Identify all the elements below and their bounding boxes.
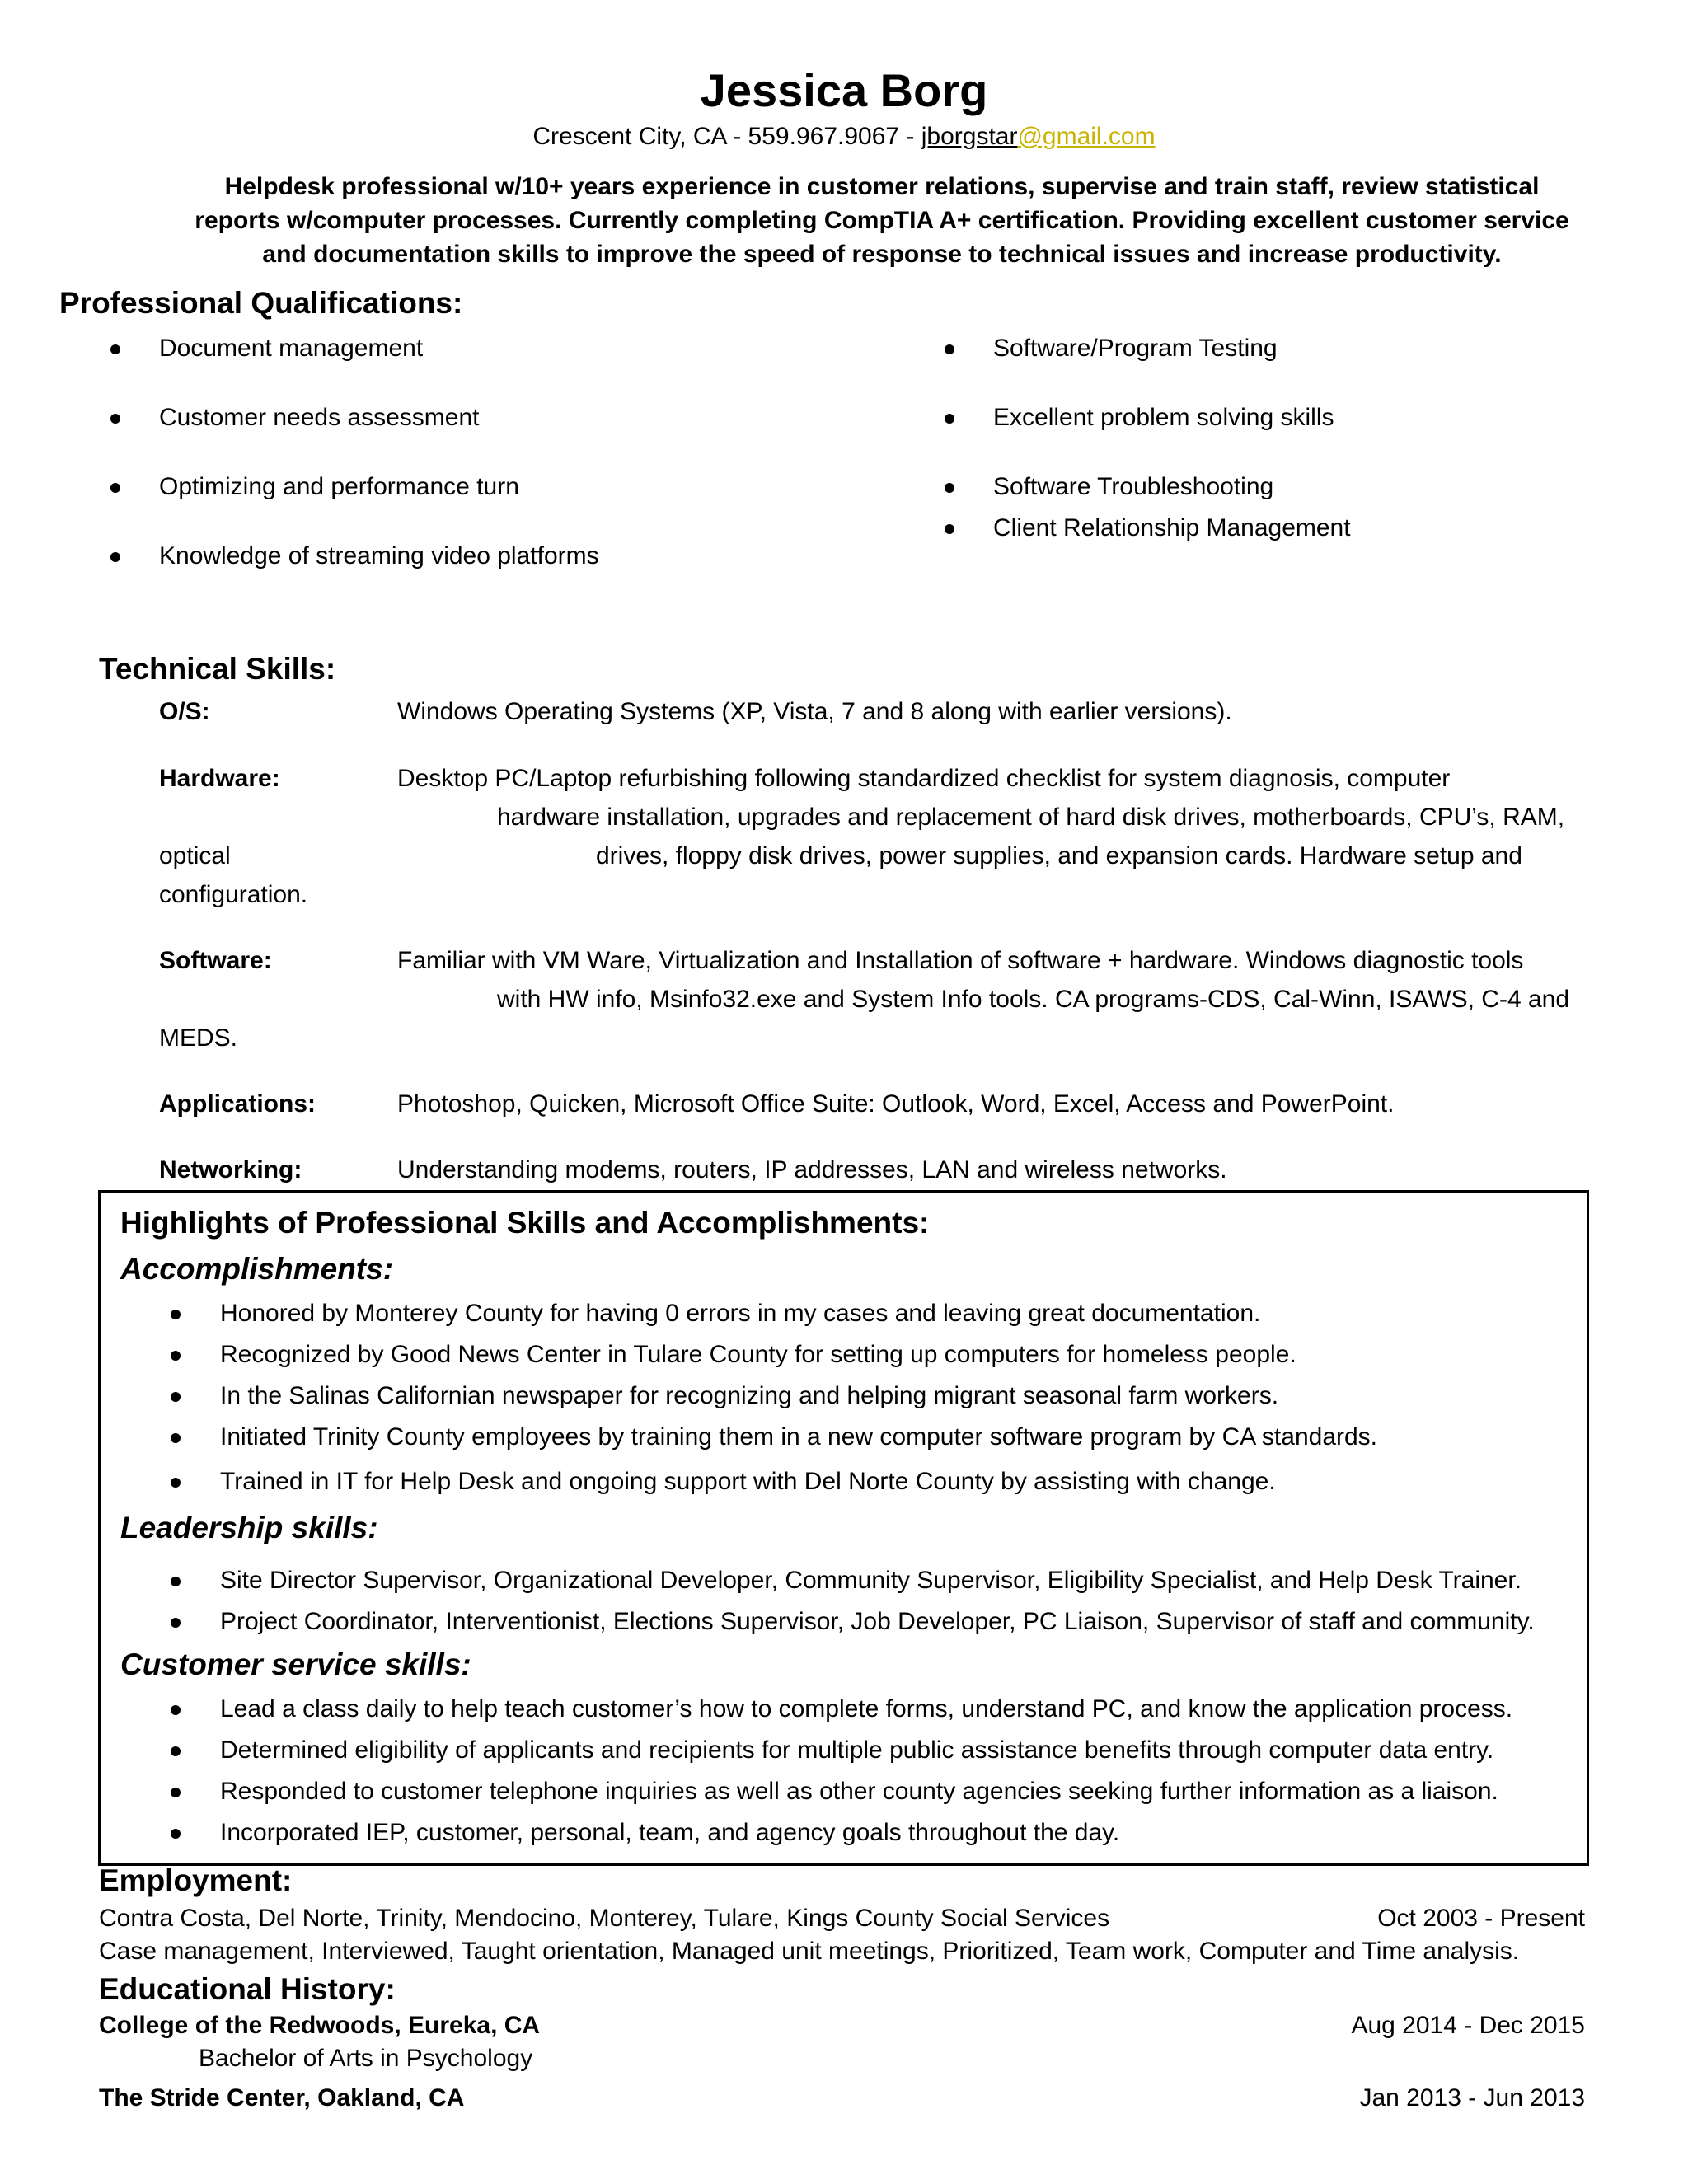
bullet-icon xyxy=(171,1746,181,1756)
bullet-icon xyxy=(171,1577,181,1586)
bullet-icon xyxy=(945,344,954,354)
contact-line xyxy=(0,122,1688,152)
leadership-item: Project Coordinator, Interventionist, Elections Supervisor, Job Developer, PC Liaison, Supervisor of staff and community. xyxy=(220,1608,1535,1635)
employer: Contra Costa, Del Norte, Trinity, Mendocino, Monterey, Tulare, Kings County Social Services xyxy=(99,1905,1110,1932)
degree: Bachelor of Arts in Psychology xyxy=(199,2045,533,2072)
bullet-icon xyxy=(945,524,954,534)
qualification-item: Document management xyxy=(159,335,424,362)
qualification-item: Software Troubleshooting xyxy=(993,473,1274,500)
applications-label: Applications: xyxy=(159,1090,316,1118)
accomplishment-item: Initiated Trinity County employees by training them in a new computer software program by CA standards. xyxy=(220,1423,1378,1451)
applications-value: Photoshop, Quicken, Microsoft Office Suite: Outlook, Word, Excel, Access and PowerPoint. xyxy=(397,1090,1395,1118)
software-value-line: Familiar with VM Ware, Virtualization and Installation of software + hardware. Windows diagnostic tools xyxy=(397,947,1524,974)
bullet-icon xyxy=(171,1392,181,1402)
os-label: O/S: xyxy=(159,698,210,725)
school-name: The Stride Center, Oakland, CA xyxy=(99,2084,465,2111)
highlights-heading: Highlights of Professional Skills and Accomplishments: xyxy=(120,1206,930,1240)
bullet-icon xyxy=(171,1310,181,1319)
bullet-icon xyxy=(171,1618,181,1628)
email-user-link[interactable]: jborgstar xyxy=(921,123,1018,150)
accomplishment-item: In the Salinas Californian newspaper for recognizing and helping migrant seasonal farm workers. xyxy=(220,1382,1279,1409)
bullet-icon xyxy=(110,483,120,493)
qualification-item: Software/Program Testing xyxy=(993,335,1278,362)
networking-value: Understanding modems, routers, IP addresses, LAN and wireless networks. xyxy=(397,1156,1227,1183)
education-heading: Educational History: xyxy=(99,1972,396,2006)
accomplishment-item: Trained in IT for Help Desk and ongoing support with Del Norte County by assisting with change. xyxy=(220,1468,1276,1495)
hardware-label: Hardware: xyxy=(159,765,280,792)
accomplishment-item: Honored by Monterey County for having 0 errors in my cases and leaving great documentation. xyxy=(220,1300,1261,1327)
customer-service-item: Incorporated IEP, customer, personal, team, and agency goals throughout the day. xyxy=(220,1819,1120,1846)
networking-label: Networking: xyxy=(159,1156,302,1183)
qualification-item: Customer needs assessment xyxy=(159,404,480,431)
qualification-item: Excellent problem solving skills xyxy=(993,404,1334,431)
customer-service-item: Lead a class daily to help teach customer’s how to complete forms, understand PC, and know the application process. xyxy=(220,1695,1513,1722)
customer-service-item: Determined eligibility of applicants and recipients for multiple public assistance benefits through computer data entry. xyxy=(220,1736,1494,1764)
os-value: Windows Operating Systems (XP, Vista, 7 and 8 along with earlier versions). xyxy=(397,698,1232,725)
qualifications-heading: Professional Qualifications: xyxy=(59,286,463,320)
school-dates: Aug 2014 - Dec 2015 xyxy=(1351,2012,1585,2039)
accomplishments-heading: Accomplishments: xyxy=(120,1252,394,1286)
bullet-icon xyxy=(171,1705,181,1715)
bullet-icon xyxy=(171,1433,181,1443)
leadership-item: Site Director Supervisor, Organizational Developer, Community Supervisor, Eligibility Specialist, and Help Desk Trainer. xyxy=(220,1567,1522,1594)
contact-location-phone: Crescent City, CA - 559.967.9067 - xyxy=(532,123,921,150)
bullet-icon xyxy=(110,344,120,354)
qualification-item: Knowledge of streaming video platforms xyxy=(159,542,599,569)
school-name: College of the Redwoods, Eureka, CA xyxy=(99,2012,541,2039)
bullet-icon xyxy=(110,414,120,424)
resume-name: Jessica Borg xyxy=(700,64,988,116)
hardware-value-line: configuration. xyxy=(159,881,308,908)
hardware-value-line: Desktop PC/Laptop refurbishing following standardized checklist for system diagnosis, computer xyxy=(397,765,1451,792)
bullet-icon xyxy=(171,1788,181,1797)
bullet-icon xyxy=(945,414,954,424)
hardware-value-line: hardware installation, upgrades and replacement of hard disk drives, motherboards, CPU’s, RAM, xyxy=(497,804,1565,831)
professional-summary: Helpdesk professional w/10+ years experience in customer relations, supervise and train staff, review statistical reports w/computer processes. Currently completing CompTIA A+ certification. Providing excellent customer service and documentation skills to improve the speed of response to technical issues and increase productivity. xyxy=(195,173,1569,268)
customer-service-item: Responded to customer telephone inquiries as well as other county agencies seeking further information as a liaison. xyxy=(220,1778,1498,1805)
employment-heading: Employment: xyxy=(99,1863,293,1897)
software-value-line: with HW info, Msinfo32.exe and System Info tools. CA programs-CDS, Cal-Winn, ISAWS, C-4 and xyxy=(497,986,1570,1013)
hardware-value-line: optical xyxy=(159,842,231,869)
bullet-icon xyxy=(110,552,120,562)
employment-duties: Case management, Interviewed, Taught orientation, Managed unit meetings, Prioritized, Team work, Computer and Time analysis. xyxy=(99,1938,1520,1965)
software-label: Software: xyxy=(159,947,272,974)
software-value-line: MEDS. xyxy=(159,1024,238,1052)
leadership-heading: Leadership skills: xyxy=(120,1511,378,1544)
qualification-item: Client Relationship Management xyxy=(993,514,1351,541)
bullet-icon xyxy=(945,483,954,493)
bullet-icon xyxy=(171,1351,181,1361)
employment-dates: Oct 2003 - Present xyxy=(1377,1905,1585,1932)
customer-service-heading: Customer service skills: xyxy=(120,1647,471,1681)
accomplishment-item: Recognized by Good News Center in Tulare County for setting up computers for homeless people. xyxy=(220,1341,1296,1368)
technical-skills-heading: Technical Skills: xyxy=(99,652,336,686)
bullet-icon xyxy=(171,1829,181,1839)
school-dates: Jan 2013 - Jun 2013 xyxy=(1359,2084,1585,2111)
bullet-icon xyxy=(171,1478,181,1488)
email-domain-link[interactable]: @gmail.com xyxy=(1017,123,1156,150)
qualification-item: Optimizing and performance turn xyxy=(159,473,519,500)
hardware-value-line: drives, floppy disk drives, power supplies, and expansion cards. Hardware setup and xyxy=(596,842,1522,869)
